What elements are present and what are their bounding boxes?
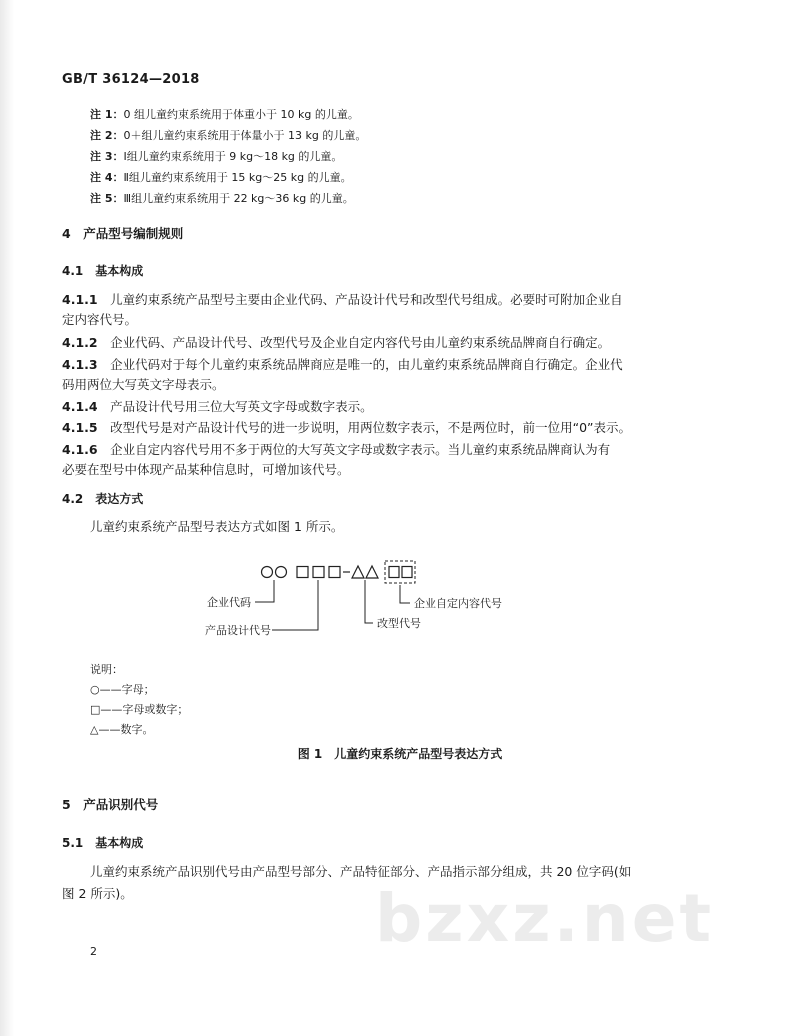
section-5-1-heading: 5.1 基本构成 <box>62 836 144 850</box>
label-modify-code: 改型代号 <box>377 617 421 630</box>
square-symbol-4 <box>389 567 399 578</box>
section-4-heading: 4 产品型号编制规则 <box>62 226 184 241</box>
letter-circles <box>262 567 287 578</box>
watermark: bzxz.net <box>375 880 715 957</box>
leader-company <box>255 580 274 602</box>
note-3: 注 3：Ⅰ组儿童约束系统用于 9 kg～18 kg 的儿童。 <box>90 150 343 163</box>
circle-legend-icon: ○ <box>90 683 100 696</box>
legend-circle: ○——字母； <box>90 683 155 696</box>
note-5: 注 5：Ⅲ组儿童约束系统用于 22 kg～36 kg 的儿童。 <box>90 192 354 205</box>
label-design-code: 产品设计代号 <box>205 624 271 637</box>
clause-4-1-3-cont: 码用两位大写英文字母表示。 <box>62 377 225 392</box>
note-1: 注 1：0 组儿童约束系统用于体重小于 10 kg 的儿童。 <box>90 108 359 121</box>
leader-design <box>272 580 318 630</box>
legend-square: □——字母或数字； <box>90 703 189 716</box>
digit-triangles <box>352 566 378 578</box>
page-number: 2 <box>90 945 97 958</box>
clause-4-1-1-cont: 定内容代号。 <box>62 312 138 327</box>
page-edge-shadow <box>0 0 14 1036</box>
circle-symbol-1 <box>262 567 273 578</box>
section-4-2-intro: 儿童约束系统产品型号表达方式如图 1 所示。 <box>90 519 344 534</box>
section-5-1-para: 儿童约束系统产品识别代号由产品型号部分、产品特征部分、产品指示部分组成，共 20 位字码(如 <box>90 864 632 879</box>
clause-4-1-2: 4.1.2 企业代码、产品设计代号、改型代号及企业自定内容代号由儿童约束系统品牌商自行确定。 <box>62 335 611 350</box>
figure-1-caption: 图 1 儿童约束系统产品型号表达方式 <box>297 747 503 761</box>
leader-modify <box>365 580 373 623</box>
clause-4-1-4: 4.1.4 产品设计代号用三位大写英文字母或数字表示。 <box>62 399 373 414</box>
section-5-1-para-cont: 图 2 所示)。 <box>62 886 133 901</box>
triangle-symbol-1 <box>352 566 364 578</box>
triangle-symbol-2 <box>366 566 378 578</box>
note-2: 注 2：0＋组儿童约束系统用于体量小于 13 kg 的儿童。 <box>90 129 367 142</box>
triangle-legend-icon: △ <box>90 723 99 736</box>
note-4: 注 4：Ⅱ组儿童约束系统用于 15 kg～25 kg 的儿童。 <box>90 171 352 184</box>
section-5-heading: 5 产品识别代号 <box>62 797 159 812</box>
letter-or-digit-squares <box>297 567 340 578</box>
circle-symbol-2 <box>276 567 287 578</box>
legend-triangle: △——数字。 <box>90 723 154 736</box>
custom-code-squares <box>389 567 412 578</box>
section-4-2-heading: 4.2 表达方式 <box>62 492 144 506</box>
square-legend-icon: □ <box>90 703 101 716</box>
clause-4-1-6: 4.1.6 企业自定内容代号用不多于两位的大写英文字母或数字表示。当儿童约束系统品牌商认为有 <box>62 442 611 457</box>
model-code-diagram <box>0 555 800 665</box>
square-symbol-5 <box>402 567 412 578</box>
square-symbol-1 <box>297 567 308 578</box>
clause-4-1-6-cont: 必要在型号中体现产品某种信息时，可增加该代号。 <box>62 462 350 477</box>
clause-4-1-5: 4.1.5 改型代号是对产品设计代号的进一步说明，用两位数字表示，不是两位时，前一位用“0”表示。 <box>62 420 632 435</box>
clause-4-1-1: 4.1.1 儿童约束系统产品型号主要由企业代码、产品设计代号和改型代号组成。必要时可附加企业自 <box>62 292 623 307</box>
section-4-1-heading: 4.1 基本构成 <box>62 264 144 278</box>
square-symbol-3 <box>329 567 340 578</box>
clause-4-1-3: 4.1.3 企业代码对于每个儿童约束系统品牌商应是唯一的，由儿童约束系统品牌商自行确定。企业代 <box>62 357 623 372</box>
label-company-code: 企业代码 <box>207 596 251 609</box>
leader-custom <box>400 585 410 603</box>
square-symbol-2 <box>313 567 324 578</box>
label-custom-code: 企业自定内容代号 <box>414 597 502 610</box>
legend-title: 说明： <box>90 663 123 676</box>
standard-code-header: GB/T 36124—2018 <box>62 72 200 87</box>
